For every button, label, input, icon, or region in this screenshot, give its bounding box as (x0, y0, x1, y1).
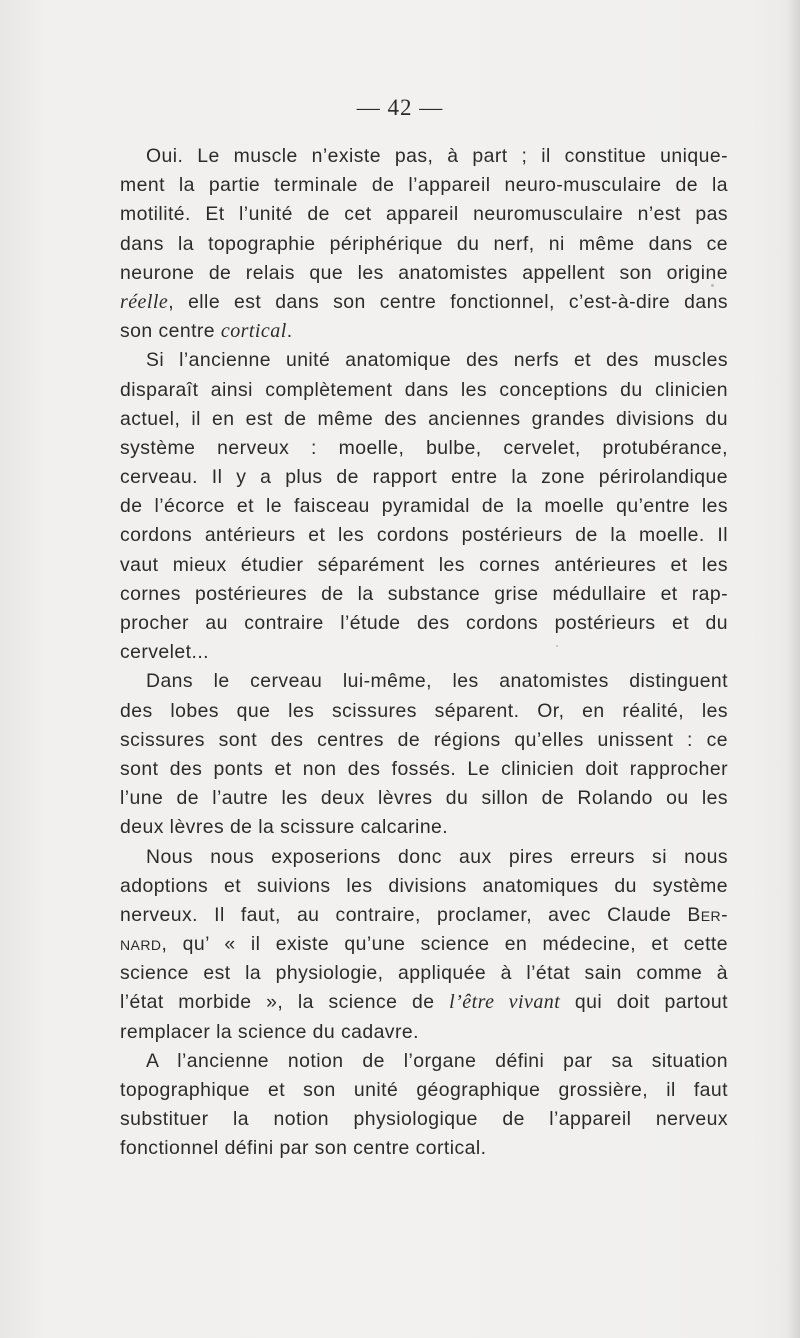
text-line (120, 288, 728, 317)
italic-text: réelle (120, 290, 169, 313)
text-line: cervelet... (120, 641, 210, 664)
text-line: substituer la notion physiologique de l’appareil nerveux (120, 1108, 728, 1131)
text-line: scissures sont des centres de régions qu’elles unissent : ce (120, 728, 728, 751)
text-line (120, 901, 728, 930)
text-line: neurone de relais que les anatomistes appellent son origine (120, 261, 728, 284)
text-segment: qui doit partout (560, 991, 728, 1014)
text-line: des lobes que les scissures séparent. Or, en réalité, les (120, 699, 728, 722)
text-line (120, 930, 728, 959)
text-line: Si l’ancienne unité anatomique des nerfs et des muscles (146, 349, 728, 372)
small-caps-text: nard (120, 933, 162, 956)
text-segment: , elle est dans son centre fonctionnel, c’est-à-dire dans (168, 290, 728, 313)
text-line: A l’ancienne notion de l’organe défini par sa situation (146, 1049, 728, 1072)
text-line: deux lèvres de la scissure calcarine. (120, 816, 449, 839)
paper-speck (711, 284, 714, 287)
text-segment: nerveux. Il faut, au contraire, proclamer, avec Claude (120, 903, 688, 926)
text-line: système nerveux : moelle, bulbe, cervelet, protubérance, (120, 436, 728, 459)
italic-text: cortical (220, 320, 287, 343)
paper-speck (556, 645, 558, 647)
page-spine-shadow (786, 0, 800, 1338)
text-line: Oui. Le muscle n’existe pas, à part ; il constitue unique- (146, 145, 728, 167)
text-line (120, 317, 728, 346)
text-segment: . (286, 320, 293, 343)
text-line: de l’écorce et le faisceau pyramidal de la moelle qu’entre les (120, 495, 728, 518)
text-line: Dans le cerveau lui-même, les anatomistes distinguent (146, 670, 728, 693)
text-line: science est la physiologie, appliquée à l’état sain comme à (120, 962, 728, 985)
italic-text: l’être vivant (449, 991, 561, 1014)
text-line: actuel, il en est de même des anciennes grandes divisions du (120, 407, 728, 430)
text-line: cerveau. Il y a plus de rapport entre la zone périrolandique (120, 466, 728, 489)
text-line: sont des ponts et non des fossés. Le clinicien doit rapprocher (120, 757, 728, 780)
small-caps-text: Ber- (687, 903, 728, 926)
text-line: vaut mieux étudier séparément les cornes antérieures et les (120, 553, 728, 576)
text-line: adoptions et suivions les divisions anatomiques du système (120, 874, 728, 897)
text-line (120, 988, 728, 1017)
text-segment: l’état morbide », la science de (120, 991, 450, 1014)
text-line: topographique et son unité géographique grossière, il faut (120, 1079, 728, 1101)
text-line: procher au contraire l’étude des cordons postérieurs et du (120, 612, 728, 634)
text-line: cordons antérieurs et les cordons postérieurs de la moelle. Il (120, 524, 728, 547)
text-line: cornes postérieures de la substance grise médullaire et rap- (120, 582, 728, 605)
page-number: — 42 — (356, 95, 444, 120)
text-line: ment la partie terminale de l’appareil neuro-musculaire de la (120, 174, 728, 197)
text-line: motilité. Et l’unité de cet appareil neuromusculaire n’est pas (120, 203, 728, 226)
text-segment: son centre (120, 320, 221, 343)
text-line: remplacer la science du cadavre. (120, 1020, 419, 1043)
text-line: dans la topographie périphérique du nerf, ni même dans ce (120, 232, 728, 255)
text-segment: , qu’ « il existe qu’une science en médecine, et cette (161, 933, 728, 956)
text-line: Nous nous exposerions donc aux pires erreurs si nous (146, 845, 728, 868)
text-line: l’une de l’autre les deux lèvres du sillon de Rolando ou les (120, 787, 728, 810)
body-text (120, 142, 728, 1164)
text-line: disparaît ainsi complètement dans les conceptions du clinicien (120, 378, 728, 401)
text-line: fonctionnel défini par son centre cortical. (120, 1137, 487, 1160)
